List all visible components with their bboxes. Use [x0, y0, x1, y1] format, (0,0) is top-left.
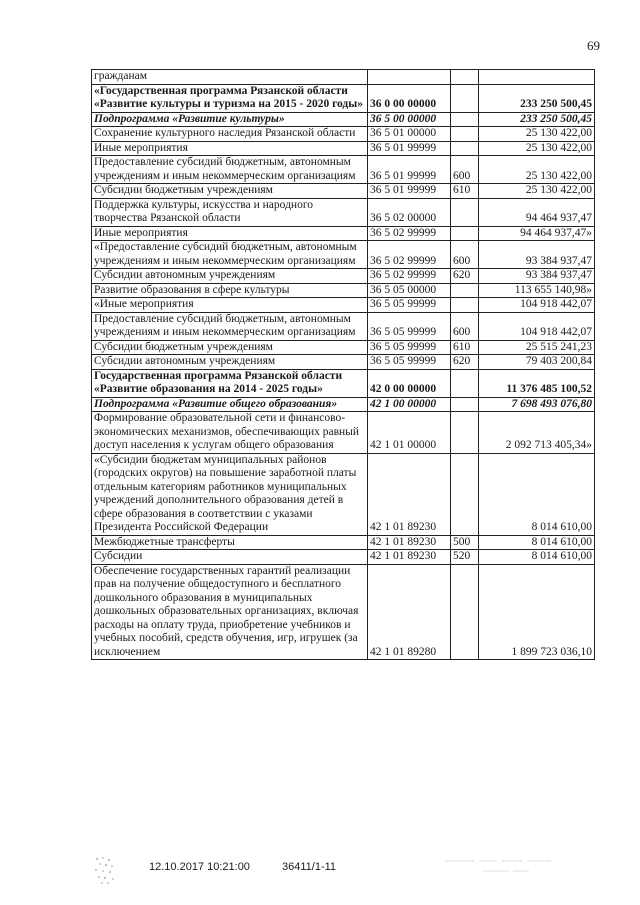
table-row: [92, 226, 595, 241]
cell-name: Предоставление субсидий бюджетным, автономным учреждениям и иным некоммерческим организациям: [92, 156, 368, 184]
cell-name: Сохранение культурного наследия Рязанской области: [92, 127, 368, 142]
cell-expense-type: 620: [451, 269, 479, 284]
cell-name: Иные мероприятия: [92, 226, 368, 241]
cell-name: гражданам: [92, 70, 368, 85]
table-row: [92, 564, 595, 660]
cell-amount: 93 384 937,47: [479, 241, 595, 269]
cell-expense-type: [451, 84, 479, 112]
table-row: [92, 70, 595, 85]
cell-expense-type: [451, 298, 479, 313]
cell-name: Подпрограмма «Развитие общего образования»: [92, 397, 368, 412]
budget-table: [91, 69, 595, 660]
table-row: [92, 141, 595, 156]
table-row: [92, 269, 595, 284]
cell-amount: 8 014 610,00: [479, 550, 595, 565]
table-row: [92, 184, 595, 199]
cell-expense-type: [451, 397, 479, 412]
cell-expense-type: 610: [451, 340, 479, 355]
cell-amount: 94 464 937,47»: [479, 226, 595, 241]
budget-table-body: [92, 70, 595, 660]
cell-amount: [479, 70, 595, 85]
cell-name: Субсидии бюджетным учреждениям: [92, 340, 368, 355]
cell-amount: 113 655 140,98»: [479, 283, 595, 298]
table-row: [92, 112, 595, 127]
table-row: [92, 312, 595, 340]
cell-code: 36 0 00 00000: [368, 84, 451, 112]
cell-expense-type: 620: [451, 355, 479, 370]
cell-expense-type: 520: [451, 550, 479, 565]
cell-expense-type: [451, 369, 479, 397]
cell-name: «Иные мероприятия: [92, 298, 368, 313]
table-row: [92, 84, 595, 112]
cell-name: «Государственная программа Рязанской области «Развитие культуры и туризма на 2015 - 2020 годы»: [92, 84, 368, 112]
cell-name: Поддержка культуры, искусства и народного творчества Рязанской области: [92, 198, 368, 226]
table-row: [92, 355, 595, 370]
cell-code: 42 1 01 89230: [368, 535, 451, 550]
cell-amount: 1 899 723 036,10: [479, 564, 595, 660]
cell-expense-type: [451, 226, 479, 241]
cell-expense-type: [451, 198, 479, 226]
cell-expense-type: [451, 283, 479, 298]
cell-amount: 8 014 610,00: [479, 453, 595, 535]
cell-code: 36 5 05 99999: [368, 298, 451, 313]
cell-amount: 79 403 200,84: [479, 355, 595, 370]
cell-expense-type: 600: [451, 156, 479, 184]
cell-amount: 2 092 713 405,34»: [479, 412, 595, 454]
table-row: [92, 397, 595, 412]
table-row: [92, 535, 595, 550]
cell-code: 36 5 01 00000: [368, 127, 451, 142]
table-row: [92, 412, 595, 454]
table-row: [92, 198, 595, 226]
cell-name: Субсидии автономным учреждениям: [92, 355, 368, 370]
cell-code: 36 5 02 99999: [368, 241, 451, 269]
table-row: [92, 453, 595, 535]
cell-name: «Предоставление субсидий бюджетным, автономным учреждениям и иным некоммерческим организациям: [92, 241, 368, 269]
table-row: [92, 156, 595, 184]
cell-code: 36 5 02 00000: [368, 198, 451, 226]
cell-expense-type: [451, 453, 479, 535]
cell-amount: 25 130 422,00: [479, 141, 595, 156]
cell-amount: 8 014 610,00: [479, 535, 595, 550]
cell-code: 36 5 05 00000: [368, 283, 451, 298]
stamp-watermark-icon: [443, 855, 553, 881]
cell-amount: 104 918 442,07: [479, 298, 595, 313]
cell-code: 36 5 01 99999: [368, 141, 451, 156]
cell-expense-type: [451, 70, 479, 85]
cell-amount: 93 384 937,47: [479, 269, 595, 284]
cell-name: «Субсидии бюджетам муниципальных районов (городских округов) на повышение заработной платы отдельным категориям работников муниципальных учреждений дополнительного образования детей в сфере образования в соответствии с указами Президента Российской Федерации: [92, 453, 368, 535]
cell-expense-type: [451, 141, 479, 156]
cell-code: 42 1 01 89230: [368, 550, 451, 565]
table-row: [92, 241, 595, 269]
cell-amount: 94 464 937,47: [479, 198, 595, 226]
cell-code: 36 5 00 00000: [368, 112, 451, 127]
cell-code: 36 5 05 99999: [368, 340, 451, 355]
cell-code: 36 5 02 99999: [368, 269, 451, 284]
footer-doc-number: 36411/1-11: [282, 861, 337, 873]
cell-name: Предоставление субсидий бюджетным, автономным учреждениям и иным некоммерческим организациям: [92, 312, 368, 340]
cell-expense-type: [451, 564, 479, 660]
cell-amount: 11 376 485 100,52: [479, 369, 595, 397]
cell-name: Обеспечение государственных гарантий реализации прав на получение общедоступного и бесплатного дошкольного образования в муниципальных дошкольных образовательных организациях, включая расходы на оплату труда, приобретение учебников и учебных пособий, средств обучения, игр, игрушек (за исключением: [92, 564, 368, 660]
page-number: 69: [587, 38, 600, 53]
page-footer: [0, 845, 640, 885]
cell-expense-type: [451, 127, 479, 142]
cell-name: Государственная программа Рязанской области «Развитие образования на 2014 - 2025 годы»: [92, 369, 368, 397]
cell-code: 42 1 00 00000: [368, 397, 451, 412]
table-row: [92, 550, 595, 565]
cell-code: 36 5 05 99999: [368, 312, 451, 340]
cell-code: 36 5 01 99999: [368, 156, 451, 184]
cell-code: [368, 70, 451, 85]
table-row: [92, 298, 595, 313]
cell-amount: 233 250 500,45: [479, 112, 595, 127]
table-row: [92, 127, 595, 142]
footer-date: 12.10.2017 10:21:00: [149, 861, 250, 873]
cell-name: Подпрограмма «Развитие культуры»: [92, 112, 368, 127]
cell-expense-type: 600: [451, 241, 479, 269]
table-row: [92, 340, 595, 355]
cell-name: Иные мероприятия: [92, 141, 368, 156]
cell-amount: 233 250 500,45: [479, 84, 595, 112]
cell-code: 36 5 02 99999: [368, 226, 451, 241]
cell-amount: 104 918 442,07: [479, 312, 595, 340]
table-row: [92, 283, 595, 298]
cell-expense-type: [451, 112, 479, 127]
cell-name: Межбюджетные трансферты: [92, 535, 368, 550]
cell-amount: 25 130 422,00: [479, 127, 595, 142]
cell-expense-type: 610: [451, 184, 479, 199]
cell-code: 36 5 05 99999: [368, 355, 451, 370]
cell-code: 42 1 01 89230: [368, 453, 451, 535]
table-row: [92, 369, 595, 397]
cell-code: 42 0 00 00000: [368, 369, 451, 397]
cell-expense-type: 500: [451, 535, 479, 550]
cell-name: Формирование образовательной сети и финансово-экономических механизмов, обеспечивающих равный доступ населения к услугам общего образования: [92, 412, 368, 454]
cell-amount: 7 698 493 076,80: [479, 397, 595, 412]
cell-code: 36 5 01 99999: [368, 184, 451, 199]
cell-name: Субсидии бюджетным учреждениям: [92, 184, 368, 199]
cell-amount: 25 130 422,00: [479, 184, 595, 199]
cell-amount: 25 130 422,00: [479, 156, 595, 184]
cell-name: Субсидии: [92, 550, 368, 565]
cell-name: Развитие образования в сфере культуры: [92, 283, 368, 298]
cell-code: 42 1 01 00000: [368, 412, 451, 454]
cell-name: Субсидии автономным учреждениям: [92, 269, 368, 284]
seal-icon: [92, 855, 118, 885]
cell-code: 42 1 01 89280: [368, 564, 451, 660]
cell-amount: 25 515 241,23: [479, 340, 595, 355]
cell-expense-type: [451, 412, 479, 454]
cell-expense-type: 600: [451, 312, 479, 340]
